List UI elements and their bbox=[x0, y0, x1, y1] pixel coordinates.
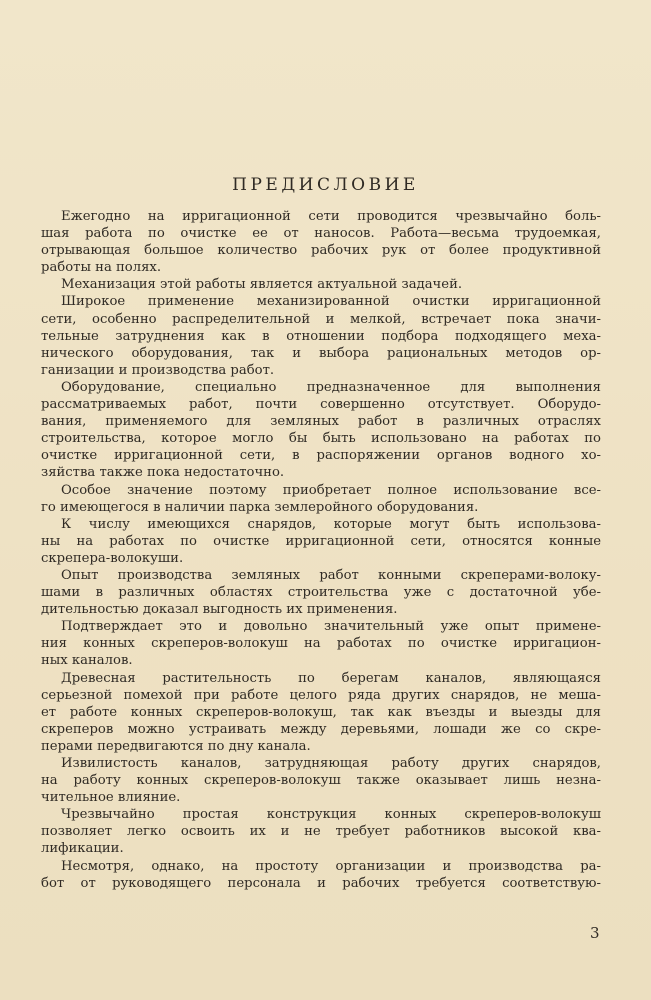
text-line: чительное влияние. bbox=[41, 790, 181, 806]
text-line: Извилистость каналов, затрудняющая работу других снарядов, bbox=[61, 756, 601, 771]
text-line: Механизация этой работы является актуальной задачей. bbox=[61, 277, 463, 293]
page-number: 3 bbox=[590, 924, 600, 942]
text-line: нического оборудования, так и выбора рациональных методов ор- bbox=[41, 345, 601, 361]
text-line: ганизации и производства работ. bbox=[41, 362, 275, 378]
text-line: отрывающая большое количество рабочих рук от более продуктивной bbox=[41, 243, 601, 259]
text-line: Несмотря, однако, на простоту организации и производства ра- bbox=[61, 858, 601, 874]
text-line: позволяет легко освоить их и не требует работников высокой ква- bbox=[41, 824, 601, 840]
text-line: Чрезвычайно простая конструкция конных скреперов-волокуш bbox=[61, 807, 601, 823]
text-line: Широкое применение механизированной очистки ирригационной bbox=[61, 294, 601, 310]
text-line: ет работе конных скреперов-волокуш, так как въезды и выезды для bbox=[41, 704, 601, 720]
text-line: Особое значение поэтому приобретает полное использование все- bbox=[61, 482, 601, 498]
text-line: тельные затруднения как в отношении подбора подходящего меха- bbox=[41, 328, 601, 344]
page-title: ПРЕДИСЛОВИЕ bbox=[232, 175, 419, 195]
body-text bbox=[41, 208, 601, 892]
text-line: перами передвигаются по дну канала. bbox=[41, 738, 311, 754]
text-line: работы на полях. bbox=[41, 260, 162, 276]
text-line: скреперов можно устраивать между деревьями, лошади же со скре- bbox=[41, 721, 601, 737]
text-line: шами в различных областях строительства уже с достаточной убе- bbox=[41, 585, 601, 601]
text-line: лификации. bbox=[41, 841, 124, 857]
text-line: ния конных скреперов-волокуш на работах по очистке ирригацион- bbox=[41, 636, 601, 652]
text-line: рассматриваемых работ, почти совершенно отсутствует. Оборудо- bbox=[41, 397, 601, 413]
text-line: скрепера-волокуши. bbox=[41, 550, 184, 566]
text-line: Ежегодно на ирригационной сети проводится чрезвычайно боль- bbox=[61, 209, 601, 224]
text-line: на работу конных скреперов-волокуш также оказывает лишь незна- bbox=[41, 773, 601, 789]
text-line: го имеющегося в наличии парка землеройного оборудования. bbox=[41, 499, 479, 515]
text-line: ны на работах по очистке ирригационной сети, относятся конные bbox=[41, 533, 601, 549]
text-line: Подтверждает это и довольно значительный уже опыт примене- bbox=[61, 619, 601, 635]
text-line: бот от руководящего персонала и рабочих требуется соответствую- bbox=[41, 875, 601, 891]
text-line: Опыт производства земляных работ конными скреперами-волоку- bbox=[61, 567, 601, 583]
text-line: шая работа по очистке ее от наносов. Работа—весьма трудоемкая, bbox=[41, 226, 601, 242]
text-line: серьезной помехой при работе целого ряда других снарядов, не меша- bbox=[41, 687, 601, 703]
text-line: сети, особенно распределительной и мелкой, встречает пока значи- bbox=[41, 311, 601, 327]
text-line: строительства, которое могло бы быть использовано на работах по bbox=[41, 431, 601, 447]
text-line: К числу имеющихся снарядов, которые могут быть использова- bbox=[61, 516, 601, 532]
text-line: дительностью доказал выгодность их применения. bbox=[41, 602, 398, 618]
text-line: Древесная растительность по берегам каналов, являющаяся bbox=[61, 670, 601, 686]
text-line: ных каналов. bbox=[41, 653, 133, 669]
text-line: вания, применяемого для земляных работ в различных отраслях bbox=[41, 414, 601, 430]
text-line: очистке ирригационной сети, в распоряжении органов водного хо- bbox=[41, 448, 601, 464]
text-line: Оборудование, специально предназначенное для выполнения bbox=[61, 379, 601, 395]
text-line: зяйства также пока недостаточно. bbox=[41, 465, 285, 481]
